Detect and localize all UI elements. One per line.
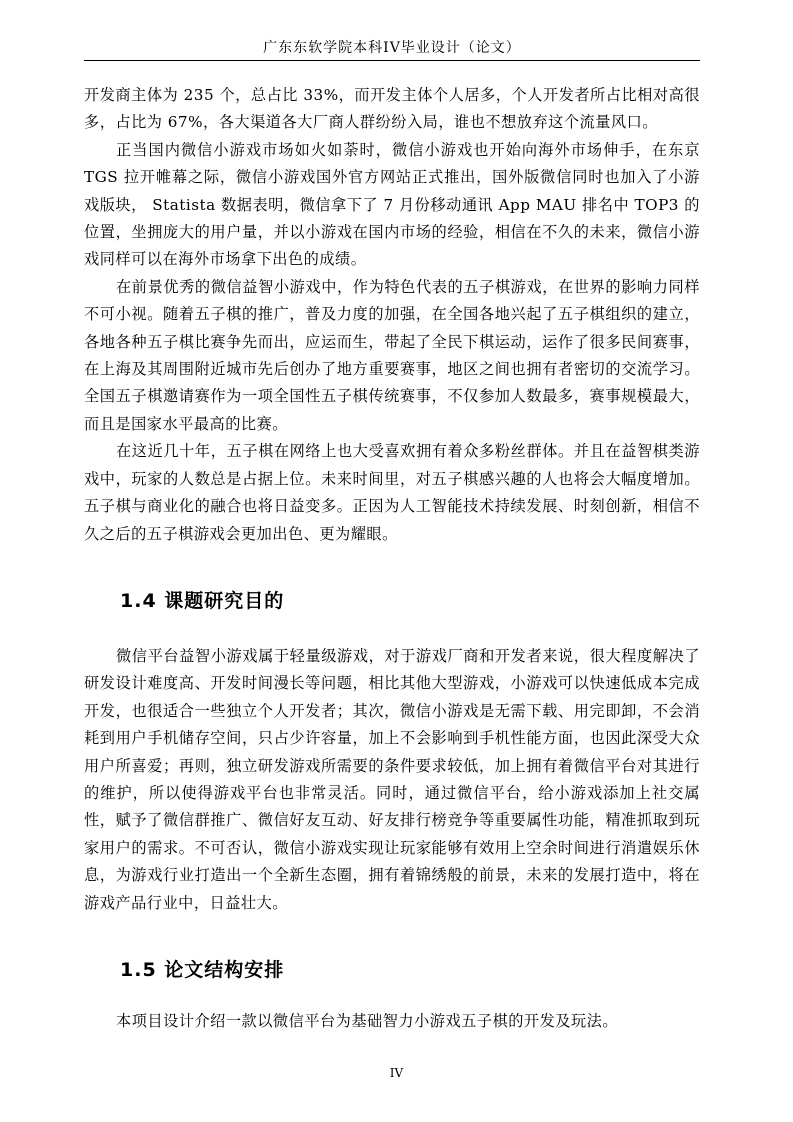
paragraph-thesis-structure: 本项目设计介绍一款以微信平台为基础智力小游戏五子棋的开发及玩法。 [116, 1011, 618, 1030]
paragraph-overseas-market: 正当国内微信小游戏市场如火如荼时，微信小游戏也开始向海外市场伸手，在东京 TGS 拉开帷幕之际，微信小游戏国外官方网站正式推出，国外版微信同时也加入了小游戏版块， Statista 数据表明，微信拿下了 7 月份移动通讯 App MAU 排名中 TOP3 的位置，坐拥庞大的用户量，并以小游戏在国内市场的经验，相信在不久的未来，微信小游戏同样可以在海外市场拿下出色的成绩。 [84, 140, 700, 269]
section-heading-1-5: 1.5 论文结构安排 [120, 958, 285, 981]
page-number: IV [389, 1066, 404, 1080]
document-body [84, 82, 700, 1035]
paragraph-research-purpose: 微信平台益智小游戏属于轻量级游戏，对于游戏厂商和开发者来说，很大程度解决了研发设计难度高、开发时间漫长等问题，相比其他大型游戏，小游戏可以快速低成本完成开发，也很适合一些独立个人开发者；其次，微信小游戏是无需下载、用完即卸，不会消耗到用户手机储存空间，只占少许容量，加上不会影响到手机性能方面，也因此深受大众用户所喜爱；再则，独立研发游戏所需要的条件要求较低，加上拥有着微信平台对其进行的维护，所以使得游戏平台也非常灵活。同时，通过微信平台，给小游戏添加上社交属性，赋予了微信群推广、微信好友互动、好友排行榜竞争等重要属性功能，精准抓取到玩家用户的需求。不可否认，微信小游戏实现让玩家能够有效用上空余时间进行消遣娱乐休息，为游戏行业打造出一个全新生态圈，拥有着锦绣般的前景，未来的发展打造中，将在游戏产品行业中，日益壮大。 [84, 646, 700, 912]
paragraph-gomoku-online: 在这近几十年，五子棋在网络上也大受喜欢拥有着众多粉丝群体。并且在益智棋类游戏中，玩家的人数总是占据上位。未来时间里，对五子棋感兴趣的人也将会大幅度增加。五子棋与商业化的融合也将日益变多。正因为人工智能技术持续发展、时刻创新，相信不久之后的五子棋游戏会更加出色、更为耀眼。 [84, 442, 700, 543]
paragraph-developer-stats: 开发商主体为 235 个，总占比 33%，而开发主体个人居多，个人开发者所占比相对高很多，占比为 67%，各大渠道各大厂商人群纷纷入局，谁也不想放弃这个流量风口。 [84, 86, 700, 132]
page-header [84, 36, 700, 61]
paragraph-gomoku-influence: 在前景优秀的微信益智小游戏中，作为特色代表的五子棋游戏，在世界的影响力同样不可小视。随着五子棋的推广，普及力度的加强，在全国各地兴起了五子棋组织的建立，各地各种五子棋比赛争先而出，应运而生，带起了全民下棋运动，运作了很多民间赛事，在上海及其周围附近城市先后创办了地方重要赛事，地区之间也拥有者密切的交流学习。全国五子棋邀请赛作为一项全国性五子棋传统赛事，不仅参加人数最多，赛事规模最大，而且是国家水平最高的比赛。 [84, 277, 700, 433]
section-heading-1-4: 1.4 课题研究目的 [120, 589, 285, 612]
header-title: 广东东软学院本科IV毕业设计（论文） [263, 40, 521, 56]
